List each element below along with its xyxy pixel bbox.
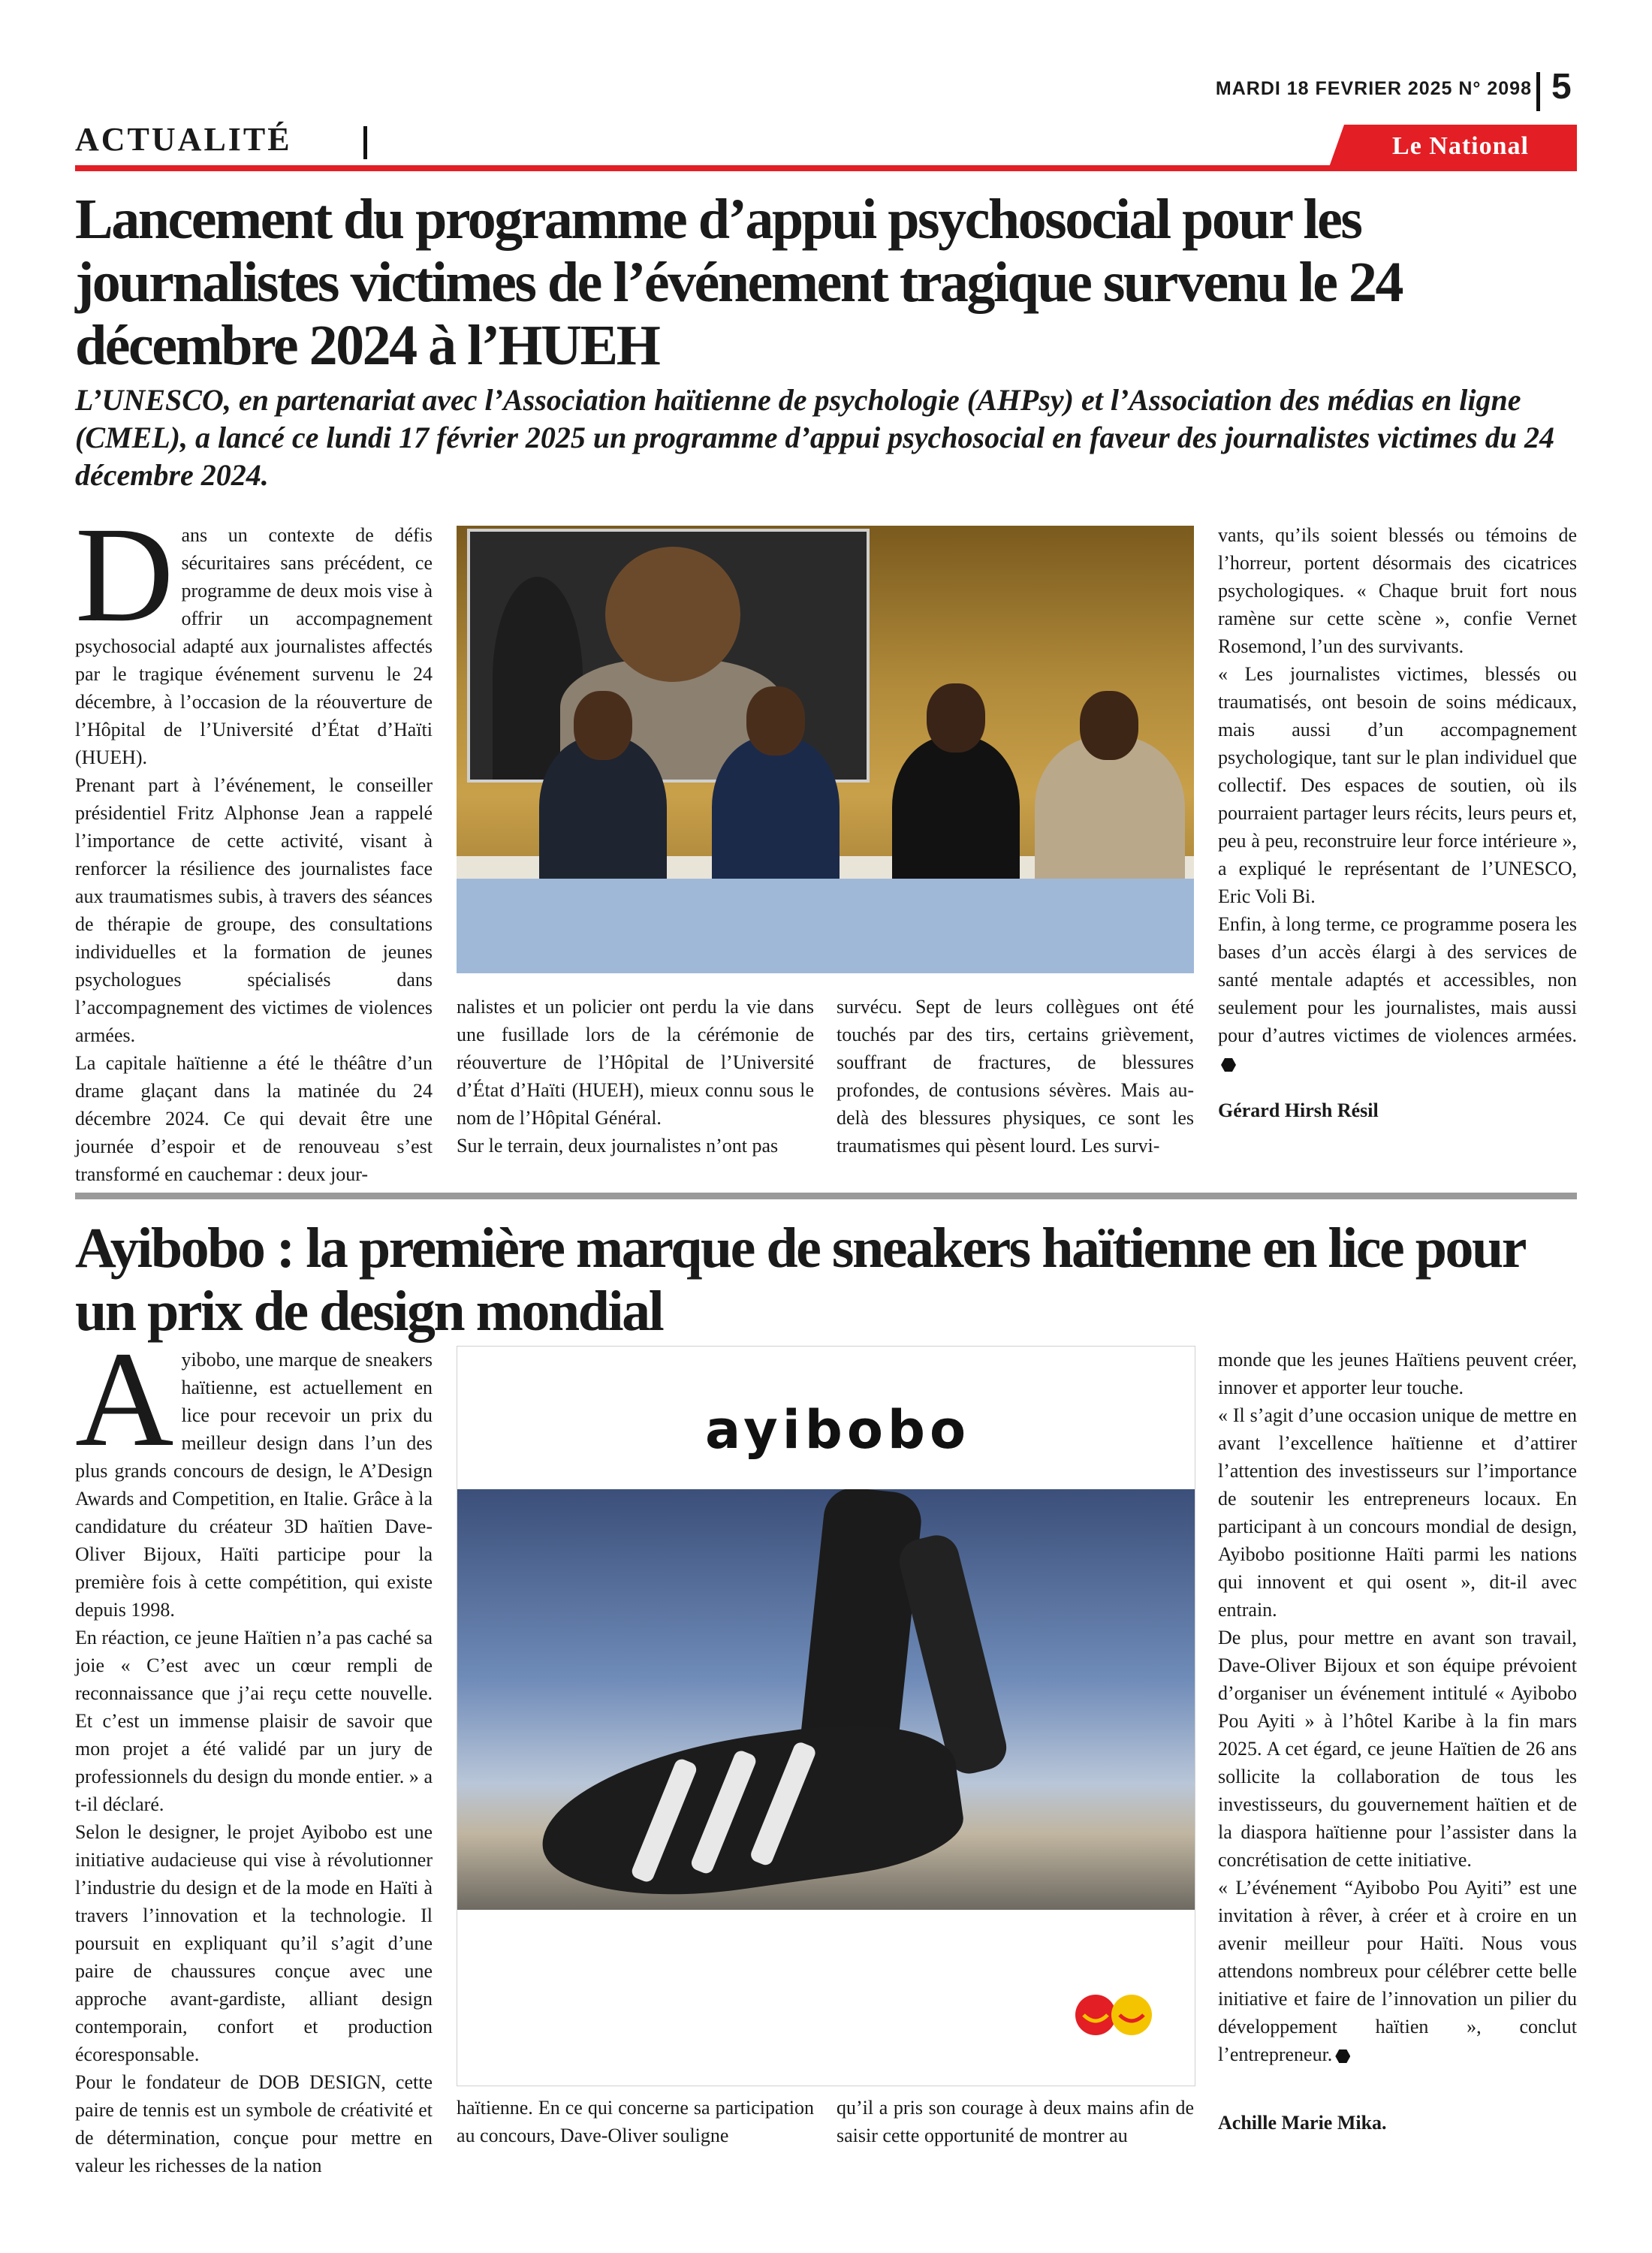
article1-paragraph: La capitale haïtienne a été le théâtre d’un drame glaçant dans la matinée du 24 décembre 2024. Ce qui devait être une journée d’espoir et de renouveau s’est transformé en cauchemar : deux jour- (75, 1052, 433, 1185)
article1-paragraph: nalistes et un policier ont perdu la vie dans une fusillade lors de la cérémonie de réouverture de l’Hôpital de l’Université d’État d’Haïti (HUEH), mieux connu sous le nom de l’Hôpital Général. (457, 996, 814, 1129)
article1-headline: Lancement du programme d’appui psychosocial pour les journalistes victimes de l’événement tragique survenu le 24 décembre 2024 à l’HUEH (75, 188, 1403, 377)
article1-lead: L’UNESCO, en partenariat avec l’Association haïtienne de psychologie (AHPsy) et l’Association des médias en ligne (CMEL), a lancé ce lundi 17 février 2025 un programme d’appui psychosocial en faveur des journalistes victimes du 24 décembre 2024. (75, 383, 1554, 492)
article2-column-2 (457, 2094, 814, 2149)
article1-column-3 (837, 993, 1194, 1160)
article1-column-4 (1218, 521, 1577, 1077)
article2-paragraph: haïtienne. En ce qui concerne sa participation au concours, Dave-Oliver souligne (457, 2097, 814, 2146)
brand-name: Le National (1392, 132, 1529, 160)
article2-paragraph: Selon le designer, le projet Ayibobo est une initiative audacieuse qui vise à révolutionner l’industrie du design et de la mode en Haïti à travers l’innovation et la technologie. Il poursuit en expliquant qu’il s’agit d’une paire de chaussures conçue avec une approche avant-gardiste, alliant design contemporain, confort et production écoresponsable. (75, 1821, 433, 2065)
conference-table (457, 879, 1194, 973)
article2-headline: Ayibobo : la première marque de sneakers haïtienne en lice pour un prix de design mondial (75, 1217, 1524, 1343)
article1-author: Gérard Hirsh Résil (1218, 1099, 1379, 1121)
smiley-brand-icon (1073, 1992, 1156, 2037)
article2-paragraph: En réaction, ce jeune Haïtien n’a pas caché sa joie « C’est avec un cœur rempli de reconnaissance que j’ai reçu cette nouvelle. Et c’est un immense plaisir de savoir que mon projet a été validé par un jury de professionnels du design du monde entier. » a t-il déclaré. (75, 1627, 433, 1815)
article1-paragraph: ans un contexte de défis sécuritaires sans précédent, ce programme de deux mois vise à offrir un accompagnement psychosocial adapté aux journalistes affectés par le tragique événement survenu le 24 décembre, à l’occasion de la réouverture de l’Hôpital de l’Université d’État d’Haïti (HUEH). (75, 524, 433, 768)
article2-paragraph: « L’événement “Ayibobo Pou Ayiti” est une invitation à rêver, à créer et à croire en un avenir meilleur pour Haïti. Nous vous attendons nombreux pour célébrer cette belle initiative et faire de l’innovation un pilier du développement haïtien », conclut l’entrepreneur. (1218, 1877, 1577, 2065)
article1-paragraph: Enfin, à long terme, ce programme posera les bases d’un accès élargi à des services de santé mentale adaptés et accessibles, non seulement pour les journalistes, mais aussi pour d’autres victimes de violences armées. (1218, 913, 1577, 1046)
ayibobo-ad-image (457, 1346, 1195, 2086)
article-separator (75, 1193, 1577, 1199)
article1-paragraph: Prenant part à l’événement, le conseiller présidentiel Fritz Alphonse Jean a rappelé l’importance de cette activité, visant à renforcer la résilience des journalistes face aux traumatismes subis, à travers des séances de thérapie de groupe, des consultations individuelles et la formation de jeunes psychologues spécialisés dans l’accompagnement des victimes de violences armées. (75, 774, 433, 1046)
article1-column-2 (457, 993, 814, 1160)
section-divider (363, 126, 367, 159)
article2-paragraph: Pour le fondateur de DOB DESIGN, cette paire de tennis est un symbole de créativité et de détermination, conçue pour mettre en valeur les richesses de la nation (75, 2071, 433, 2176)
article2-column-4 (1218, 1346, 1577, 2068)
article2-paragraph: monde que les jeunes Haïtiens peuvent créer, innover et apporter leur touche. (1218, 1349, 1577, 1398)
article2-column-1 (75, 1324, 433, 2179)
article2-paragraph: yibobo, une marque de sneakers haïtienne, est actuellement en lice pour recevoir un prix du meilleur design dans l’un des plus grands concours de design, le A’Design Awards and Competition, en Italie. Grâce à la candidature du créateur 3D haïtien Dave-Oliver Bijoux, Haïti participe pour la première fois à cette compétition, qui existe depuis 1998. (75, 1349, 433, 1621)
page-number-divider (1536, 72, 1540, 111)
article1-paragraph: survécu. Sept de leurs collègues ont été touchés par des tirs, certains grièvement, souffrant de fractures, de blessures profondes, de contusions sévères. Mais au-delà des blessures physiques, ce sont les traumatismes qui pèsent lourd. Les survi- (837, 996, 1194, 1157)
end-mark-icon (1335, 2049, 1350, 2063)
ayibobo-logo: ayibobo (705, 1399, 971, 1461)
article2-author: Achille Marie Mika. (1218, 2112, 1387, 2134)
end-mark-icon (1221, 1058, 1236, 1072)
sneaker-icon (532, 1709, 969, 1910)
article1-column-1 (75, 499, 433, 1188)
article2-dropcap: A (75, 1324, 174, 1475)
article2-paragraph: « Il s’agit d’une occasion unique de mettre en avant l’excellence haïtienne et d’attirer l’attention des investisseurs sur l’importance de soutenir les entrepreneurs locaux. En participant à un concours mondial de design, Ayibobo positionne Haïti parmi les nations qui innovent et qui osent », dit-il avec entrain. (1218, 1404, 1577, 1621)
article1-paragraph: vants, qu’ils soient blessés ou témoins de l’horreur, portent désormais des cicatrices psychologiques. « Chaque bruit fort nous ramène sur cette scène », confie Vernet Rosemond, l’un des survivants. (1218, 524, 1577, 657)
article1-paragraph: « Les journalistes victimes, blessés ou traumatisés, ont besoin de soins médicaux, mais aussi d’un accompagnement psychologique, tant sur le plan individuel que collectif. Des espaces de soutien, où ils pourraient partager leurs récits, leurs peurs et, peu à peu, reconstruire leur force intérieure », a expliqué le représentant de l’UNESCO, Eric Voli Bi. (1218, 663, 1577, 907)
article1-paragraph: Sur le terrain, deux journalistes n’ont pas (457, 1135, 779, 1157)
conference-photo (457, 526, 1194, 973)
page-number: 5 (1551, 67, 1572, 107)
section-label: ACTUALITÉ (75, 121, 292, 158)
issue-dateline: MARDI 18 FEVRIER 2025 N° 2098 (1215, 78, 1532, 99)
article2-paragraph: De plus, pour mettre en avant son travail, Dave-Oliver Bijoux et son équipe prévoient d’organiser un événement intitulé « Ayibobo Pou Ayiti » à l’hôtel Karibe à la fin mars 2025. A cet égard, ce jeune Haïtien de 26 ans sollicite la collaboration de tous les investisseurs, du gouvernement haïtien et de la diaspora haïtienne pour l’assister dans la concrétisation de cette initiative. (1218, 1627, 1577, 1871)
article1-dropcap: D (75, 499, 174, 650)
article2-paragraph: qu’il a pris son courage à deux mains afin de saisir cette opportunité de montrer au (837, 2097, 1194, 2146)
article2-column-3 (837, 2094, 1194, 2149)
sneaker-scene (457, 1489, 1195, 1910)
